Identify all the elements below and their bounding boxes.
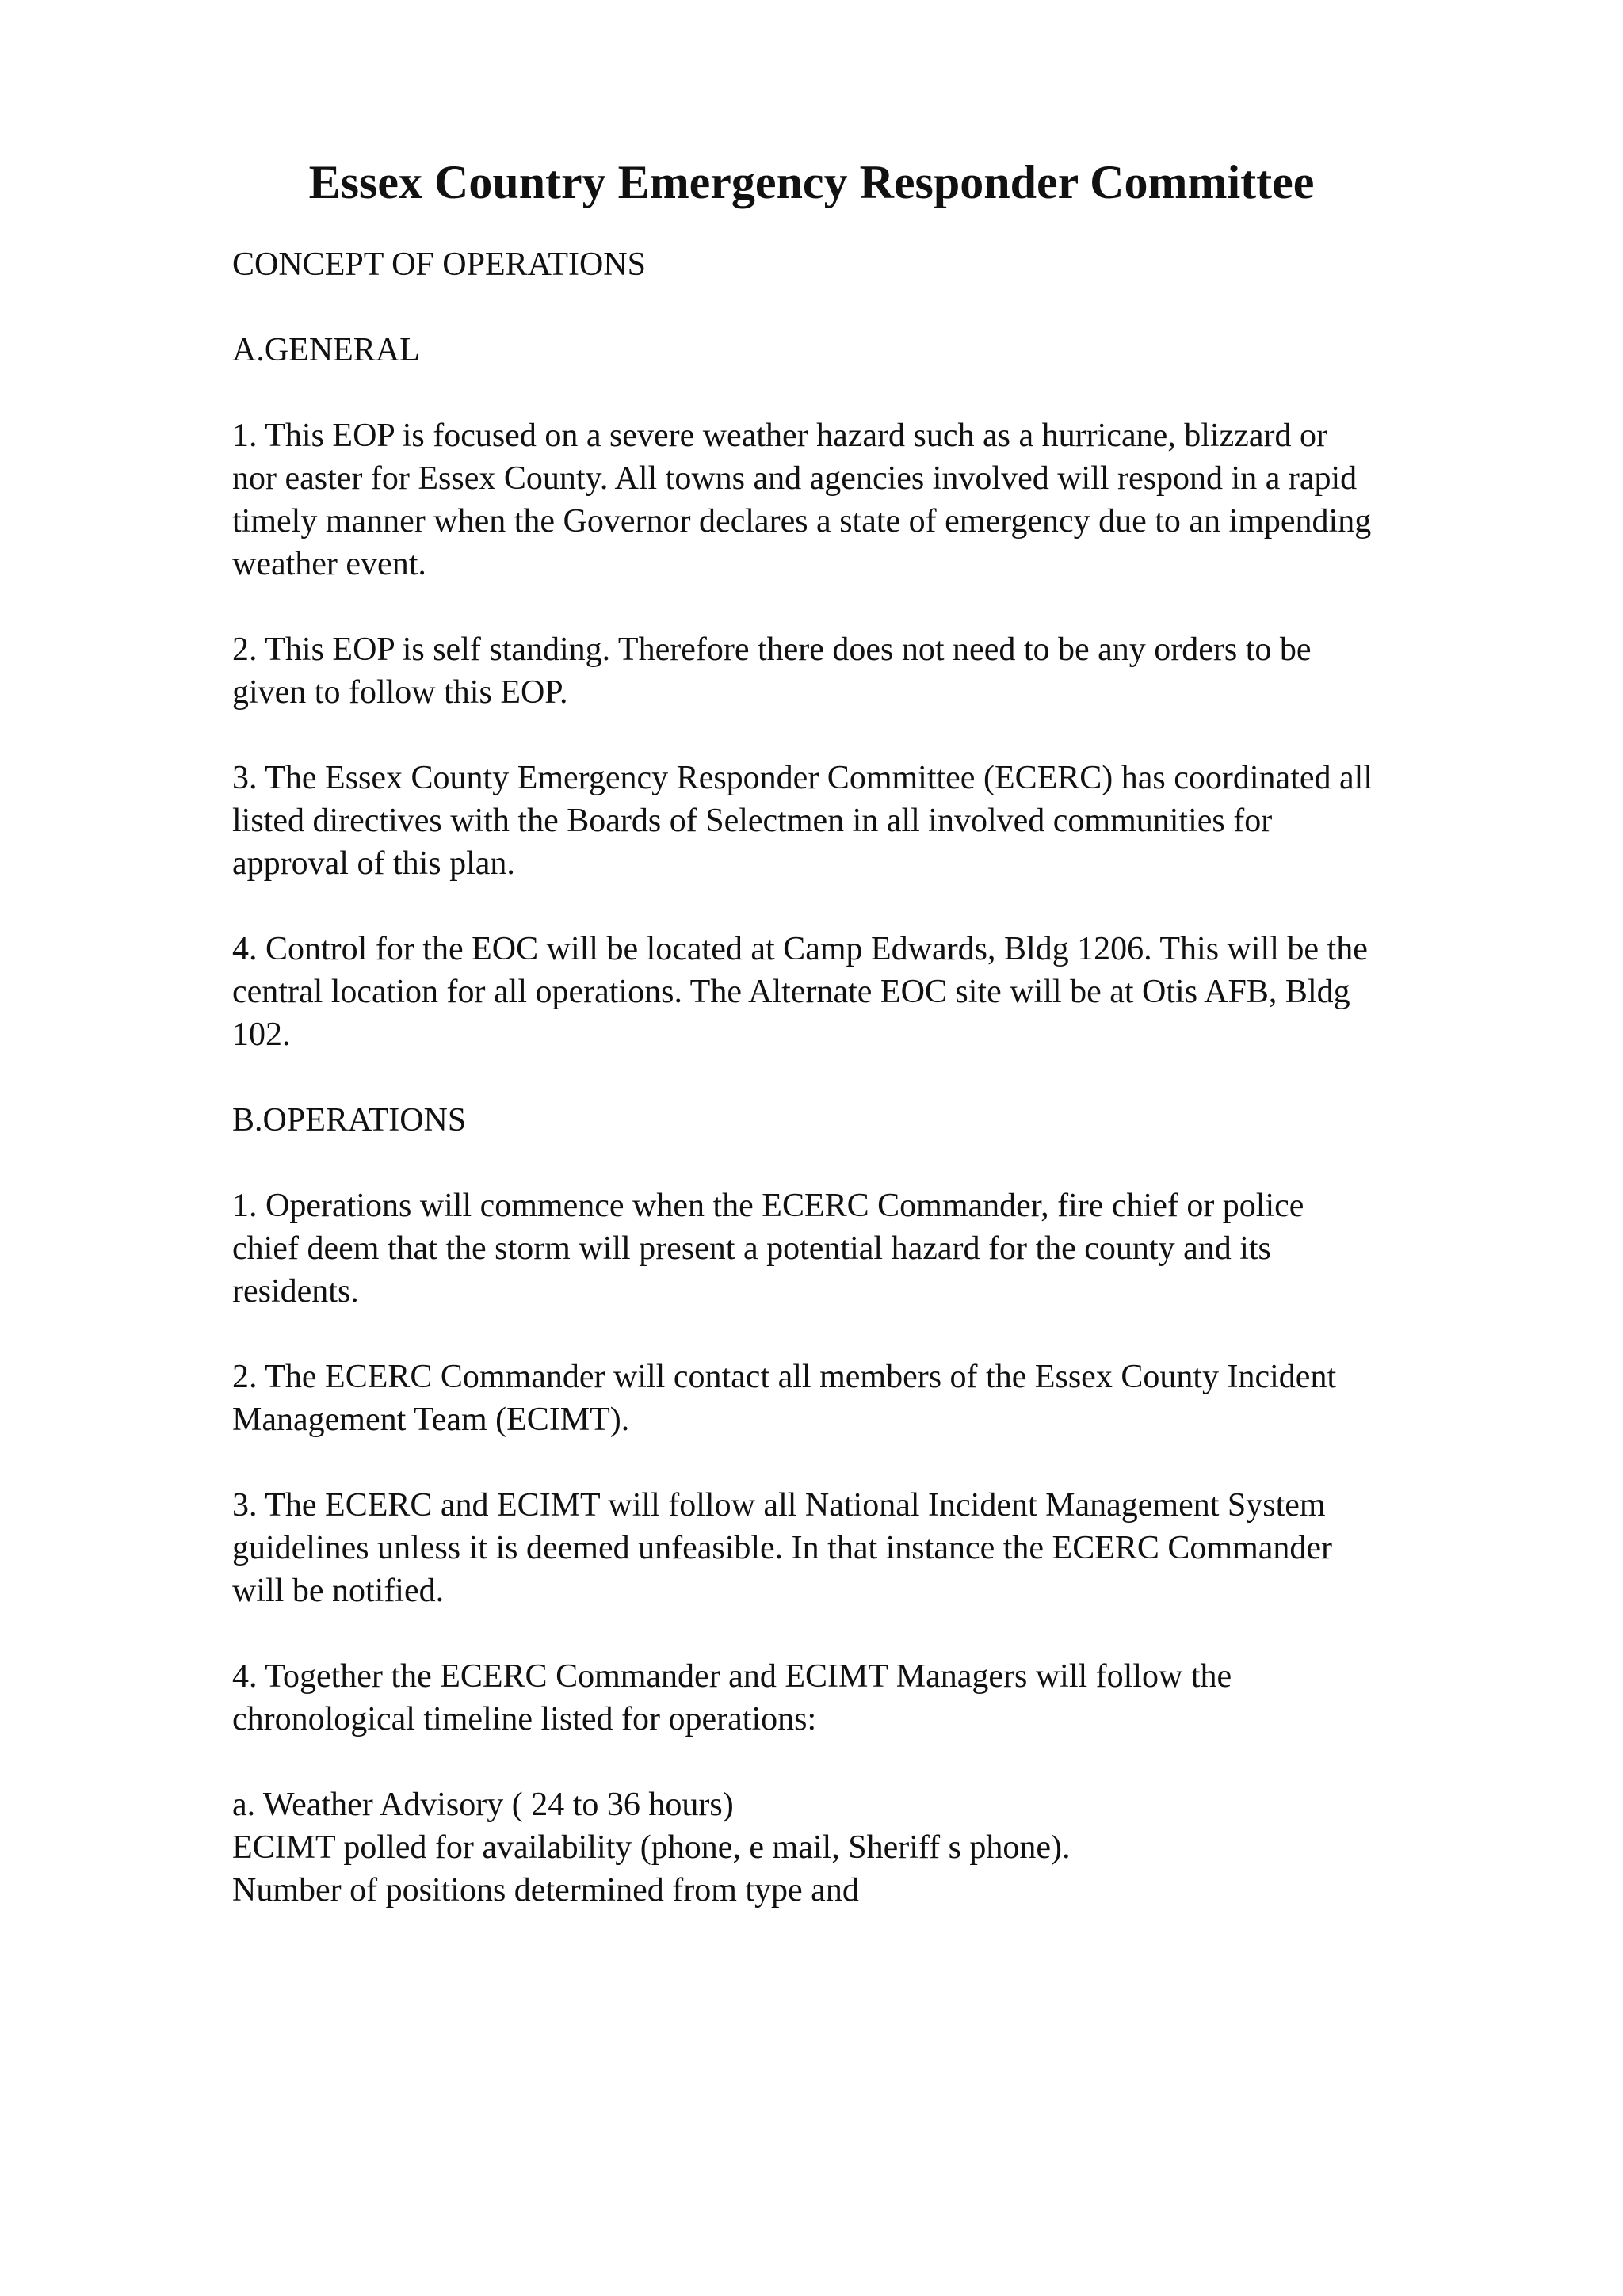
text-line: nor easter for Essex County. All towns and agencies involved will respond in a rapid [232,460,1358,497]
general-item-4 [232,928,1516,1056]
text-line: 1. Operations will commence when the ECERC Commander, fire chief or police [232,1188,1304,1224]
timeline-block [232,1783,1516,1912]
section-heading: CONCEPT OF OPERATIONS [232,246,646,283]
general-item-1 [232,414,1516,585]
operations-heading: B.OPERATIONS [232,1102,467,1138]
text-line: Management Team (ECIMT). [232,1402,630,1438]
document-body [232,243,1516,1912]
text-line: a. Weather Advisory ( 24 to 36 hours) [232,1787,734,1823]
text-line: 102. [232,1016,291,1053]
text-line: chief deem that the storm will present a potential hazard for the county and its [232,1230,1271,1267]
general-heading: A.GENERAL [232,332,420,368]
text-line: chronological timeline listed for operations: [232,1701,817,1737]
text-line: central location for all operations. The Alternate EOC site will be at Otis AFB, Bldg [232,974,1350,1010]
text-line: weather event. [232,546,426,582]
operations-item-2 [232,1356,1516,1441]
text-line: approval of this plan. [232,845,515,882]
operations-item-3 [232,1484,1516,1612]
text-line: 2. The ECERC Commander will contact all members of the Essex County Incident [232,1359,1337,1395]
text-line: 3. The Essex County Emergency Responder Committee (ECERC) has coordinated all [232,760,1373,796]
text-line: will be notified. [232,1573,445,1609]
text-line: given to follow this EOP. [232,674,568,711]
text-line: guidelines unless it is deemed unfeasible. In that instance the ECERC Commander [232,1530,1333,1566]
text-line: listed directives with the Boards of Selectmen in all involved communities for [232,803,1273,839]
text-line: timely manner when the Governor declares a state of emergency due to an impending [232,503,1372,540]
document-title: Essex Country Emergency Responder Committee [308,156,1315,208]
text-line: 3. The ECERC and ECIMT will follow all National Incident Management System [232,1487,1326,1524]
text-line: 4. Together the ECERC Commander and ECIMT Managers will follow the [232,1658,1232,1695]
text-line: residents. [232,1273,359,1310]
operations-item-1 [232,1184,1516,1313]
text-line: Number of positions determined from type and [232,1872,859,1909]
text-line: 2. This EOP is self standing. Therefore there does not need to be any orders to be [232,631,1312,668]
text-line: ECIMT polled for availability (phone, e mail, Sheriff s phone). [232,1829,1071,1866]
operations-item-4 [232,1655,1516,1741]
text-line: 1. This EOP is focused on a severe weather hazard such as a hurricane, blizzard or [232,418,1327,454]
general-item-2 [232,628,1516,714]
general-item-3 [232,757,1516,885]
text-line: 4. Control for the EOC will be located at Camp Edwards, Bldg 1206. This will be the [232,931,1368,967]
